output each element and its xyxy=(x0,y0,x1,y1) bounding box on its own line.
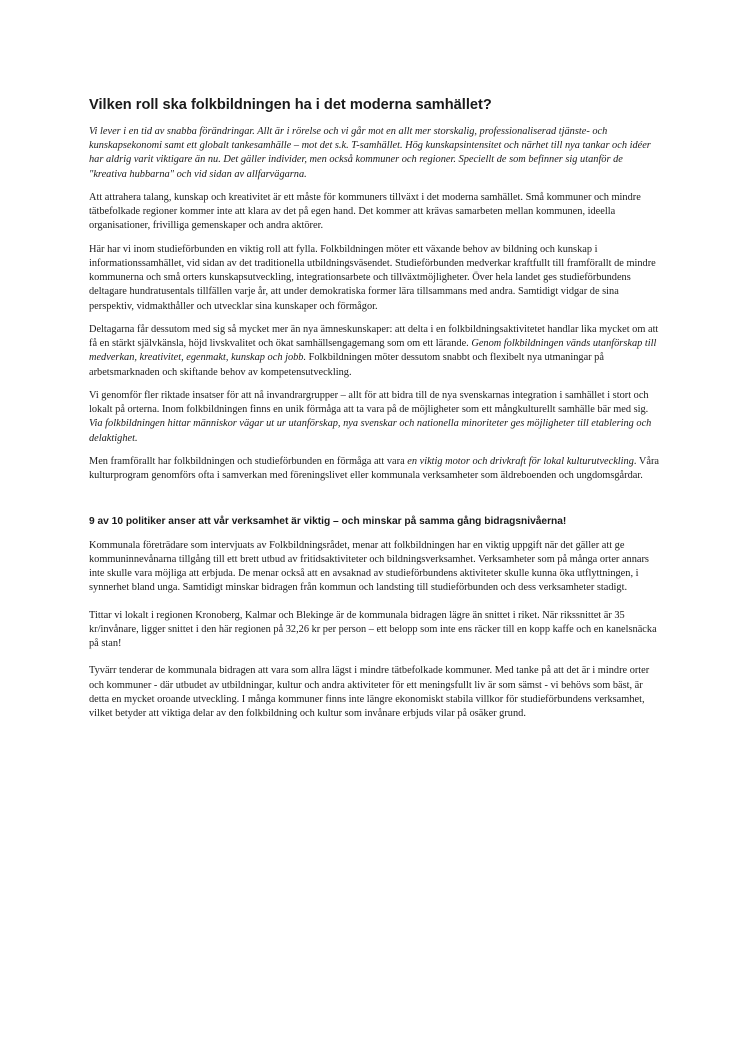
paragraph-participants-text: Deltagarna får dessutom med sig så mycket mer än nya ämneskunskaper: att delta i en folkbildningsaktivitetet handlar lika mycket om att få en stärkt självkänsla, höjd livskvalitet och ökat samhällsengagemang som om ett lärande. xyxy=(89,324,659,350)
document-title: Vilken roll ska folkbildningen ha i det moderna samhället? xyxy=(89,97,492,113)
paragraph-regional-grants: Tittar vi lokalt i regionen Kronoberg, Kalmar och Blekinge är de kommunala bidragen lägre än snittet i riket. När rikssnittet är 35 kr/invånare, ligger snittet i den här regionen på 32,26 kr per person – ett belopp som inte ens räcker till en kopp kaffe och en kanelsnäcka på stan! xyxy=(89,609,657,649)
paragraph-participants-text-end: Folkbildningen möter dessutom snabbt och flexibelt nya utmaningar på arbetsmarknaden och skiftande behov av kompetensutveckling. xyxy=(89,352,604,378)
paragraph-integration xyxy=(89,389,661,446)
paragraph-integration-emphasis: Via folkbildningen hittar människor vägar ut ur utanförskap, nya svenskar och nationella minoriteter ges möjligheter till etablering och delaktighet. xyxy=(89,418,652,444)
paragraph-municipal-representatives: Kommunala företrädare som intervjuats av Folkbildningsrådet, menar att folkbildningen har en viktig uppgift när det gäller att ge kommuninnevånarna tillgång till ett brett utbud av fritidsaktiviteter och bildningsverksamhet. Verksamheter som på många orter annars inte skulle vara möjliga att erbjuda. De menar också att en avsaknad av studieförbundens aktiviteter skulle kunna öka utflyttningen, i synnerhet bland unga. Samtidigt minskar bidragen från kommun och landsting till studieförbunden och dess verksamheter stadigt. xyxy=(89,539,649,594)
intro-paragraph: Vi lever i en tid av snabba förändringar. Allt är i rörelse och vi går mot en allt mer storskalig, professionaliserad tjänste- och kunskapsekonomi samt ett globalt tankesamhälle – mot det s.k. T-samhället. Hög kunskapsintensitet och närhet till nya tankar och idéer har aldrig varit viktigare än nu. Det gäller individer, men också kommuner och regioner. Speciellt de som befinner sig utanför de "kreativa hubbarna" och vid sidan av allfarvägarna. xyxy=(89,126,651,180)
paragraph-talent: Att attrahera talang, kunskap och kreativitet är ett måste för kommuners tillväxt i det moderna samhället. Små kommuner och mindre tätbefolkade regioner kommer inte att klara av det på egen hand. Det kommer att krävas samarbeten mellan kommunen, ideella organisationer, frivilliga gemenskaper och andra aktörer. xyxy=(89,192,641,232)
paragraph-culture-text: Men framförallt har folkbildningen och studieförbunden en förmåga att vara xyxy=(89,456,408,467)
section-spacer xyxy=(89,493,661,515)
paragraph-integration-text: Vi genomför fler riktade insatser för att nå invandrargrupper – allt för att bidra till de nya svenskarnas integration i samhället i stort och lokalt på orterna. Inom folkbildningen finns en unik förmåga att ta vara på de möjligheter som ett mångkulturellt samhälle bär med sig. xyxy=(89,390,649,416)
paragraph-study-associations: Här har vi inom studieförbunden en viktig roll att fylla. Folkbildningen möter ett växande behov av bildning och kunskap i informationssamhället, vid sidan av det traditionella utbildningsväsendet. Studieförbunden medverkar kraftfullt till framförallt de mindre kommunerna och små orters kunskapsutveckling, integrationsarbete och tillväxtmöjligheter. Över hela landet ges studieförbundens deltagare hundratusentals tillfällen varje år, att under demokratiska former lära tillsammans med andra. Samtidigt vidgar de sina perspektiv, vidmakthåller och utvecklar sina kunskaper och förmågor. xyxy=(89,243,656,312)
document-page xyxy=(89,95,661,730)
paragraph-participants xyxy=(89,323,661,380)
paragraph-culture-emphasis: en viktig motor och drivkraft för lokal kulturutveckling xyxy=(407,456,634,467)
paragraph-conclusion: Tyvärr tenderar de kommunala bidragen att vara som allra lägst i mindre tätbefolkade kommuner. Med tanke på att det är i mindre orter och kommuner - där utbudet av utbildningar, kultur och andra aktiviteter för ett meningsfullt liv är som sämst - vi behövs som bäst, är detta en mycket oroande utveckling. I många kommuner finns inte längre ekonomiskt stabila villkor för studieförbundens verksamhet, vilket betyder att viktiga delar av den folkbildning och kultur som invånare erbjuds vilar på osäker grund. xyxy=(89,665,650,719)
section-heading: 9 av 10 politiker anser att vår verksamhet är viktig – och minskar på samma gång bidragsnivåerna! xyxy=(89,515,567,527)
paragraph-culture-text-end: . Våra kulturprogram genomförs ofta i samverkan med föreningslivet eller kommunala verksamheter som äldreboenden och ungdomsgårdar. xyxy=(89,456,659,482)
paragraph-participants-emphasis: Genom folkbildningen vänds utanförskap till medverkan, kreativitet, egenmakt, kunskap och jobb. xyxy=(89,338,657,364)
paragraph-culture xyxy=(89,455,661,483)
